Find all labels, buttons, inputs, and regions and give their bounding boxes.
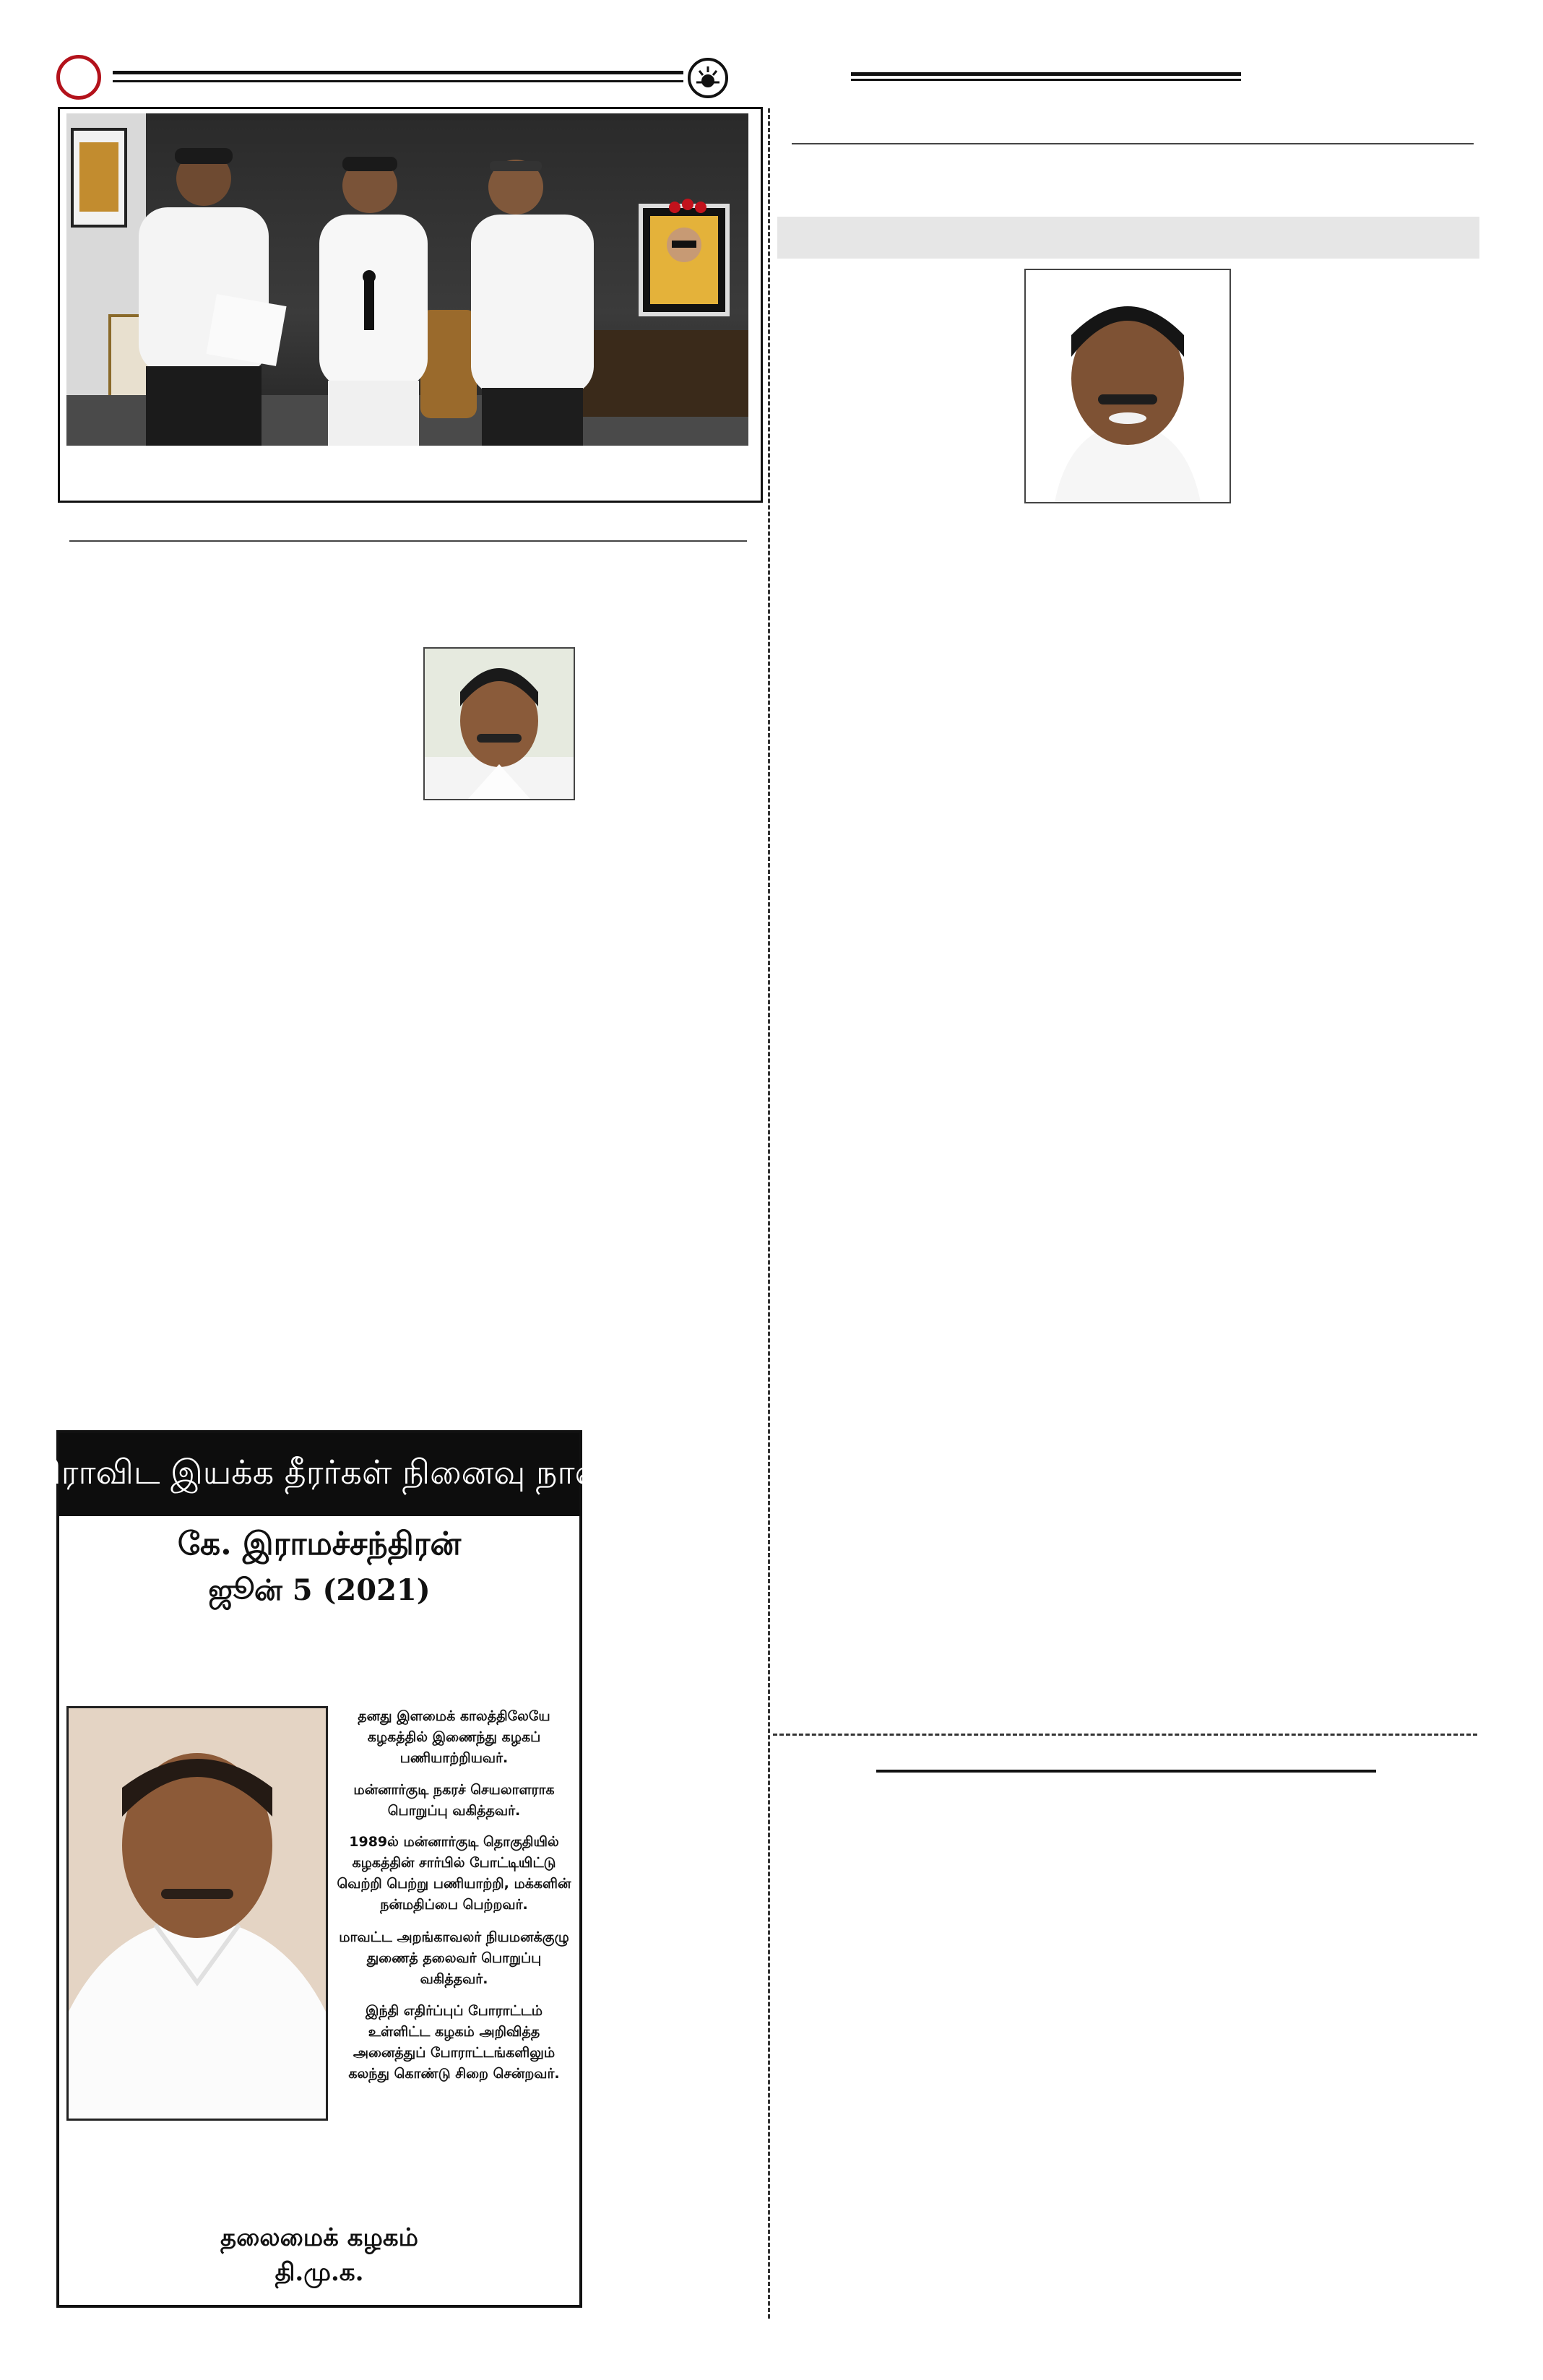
memorial-date: ஜூன் 5 (2021) <box>208 1573 431 1607</box>
memorial-footer-party: தி.மு.க. <box>275 2258 364 2287</box>
memorial-photo <box>66 1706 328 2121</box>
right-section-band <box>777 217 1479 259</box>
memorial-paragraph: மாவட்ட அறங்காவலர் நியமனக்குழு துணைத் தலைவர் பொறுப்பு வகித்தவர். <box>339 1929 569 1987</box>
right-lower-rule <box>876 1770 1376 1773</box>
portrait-left-mid <box>423 647 575 800</box>
memorial-paragraph: 1989ல் மன்னார்குடி தொகுதியில் கழகத்தின் சார்பில் போட்டியிட்டு வெற்றி பெற்று பணியாற்றி, மக்களின் நன்மதிப்பை பெற்றவர். <box>337 1834 571 1913</box>
right-section-rule <box>792 143 1474 144</box>
page-number-circle <box>56 55 101 100</box>
right-lower-dashed-rule <box>773 1734 1477 1736</box>
rising-sun-emblem-icon <box>688 58 728 98</box>
left-section-rule <box>69 540 747 542</box>
portrait-right-top <box>1024 269 1231 503</box>
header-rule-left <box>113 71 683 82</box>
header-rule-right <box>851 72 1241 81</box>
memorial-footer-org: தலைமைக் கழகம் <box>220 2223 418 2252</box>
memorial-paragraph: தனது இளமைக் காலத்திலேயே கழகத்தில் இணைந்து கழகப் பணியாற்றியவர். <box>358 1708 550 1766</box>
group-photo <box>66 113 748 446</box>
memorial-paragraph: மன்னார்குடி நகரச் செயலாளராக பொறுப்பு வகித்தவர். <box>353 1782 555 1819</box>
column-divider <box>768 108 770 2319</box>
memorial-header: திராவிட இயக்க தீரர்கள் நினைவு நாள் <box>59 1433 579 1516</box>
memorial-paragraph: இந்தி எதிர்ப்புப் போராட்டம் உள்ளிட்ட கழகம் அறிவித்த அனைத்துப் போராட்டங்களிலும் கலந்து கொண்டு சிறை சென்றவர். <box>348 2003 560 2082</box>
memorial-name: கே. இராமச்சந்திரன் <box>177 1526 462 1562</box>
